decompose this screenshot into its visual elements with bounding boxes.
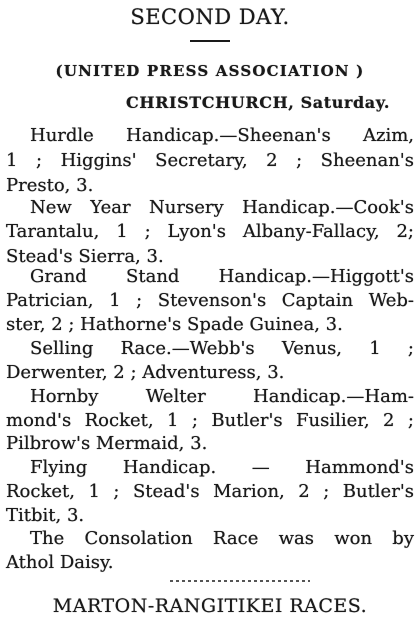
- result-line: mond's Rocket, 1 ; Butler's Fusilier, 2 ;: [6, 410, 414, 431]
- heading-divider: [190, 40, 230, 42]
- result-line: ster, 2 ; Hathorne's Spade Guinea, 3.: [6, 314, 343, 335]
- result-line: Hurdle Handicap.—Sheenan's Azim,: [30, 125, 414, 146]
- result-line: Titbit, 3.: [6, 505, 85, 526]
- result-line: Stead's Sierra, 3.: [6, 246, 164, 267]
- result-line: Athol Daisy.: [6, 552, 114, 573]
- result-line: 1 ; Higgins' Secretary, 2 ; Sheenan's: [6, 150, 414, 171]
- result-line: Presto, 3.: [6, 175, 94, 196]
- result-line: Grand Stand Handicap.—Higgott's: [30, 266, 414, 287]
- next-section-heading: MARTON-RANGITIKEI RACES.: [52, 595, 368, 617]
- result-line: Pilbrow's Mermaid, 3.: [6, 433, 208, 454]
- press-association-credit: (UNITED PRESS ASSOCIATION ): [55, 62, 365, 80]
- result-line: New Year Nursery Handicap.—Cook's: [30, 197, 414, 218]
- result-line: Selling Race.—Webb's Venus, 1 ;: [30, 338, 414, 359]
- result-line: Patrician, 1 ; Stevenson's Captain Web-: [6, 290, 414, 311]
- result-line: Hornby Welter Handicap.—Ham-: [30, 386, 414, 407]
- result-line: Tarantalu, 1 ; Lyon's Albany-Fallacy, 2;: [6, 221, 414, 242]
- dateline: CHRISTCHURCH, Saturday.: [126, 93, 390, 112]
- result-line: Flying Handicap. — Hammond's: [30, 457, 414, 478]
- result-line: Derwenter, 2 ; Adventuress, 3.: [6, 362, 285, 383]
- section-heading: SECOND DAY.: [130, 5, 290, 29]
- result-line: The Consolation Race was won by: [30, 528, 414, 549]
- result-line: Rocket, 1 ; Stead's Marion, 2 ; Butler's: [6, 481, 414, 502]
- section-divider: [170, 580, 310, 582]
